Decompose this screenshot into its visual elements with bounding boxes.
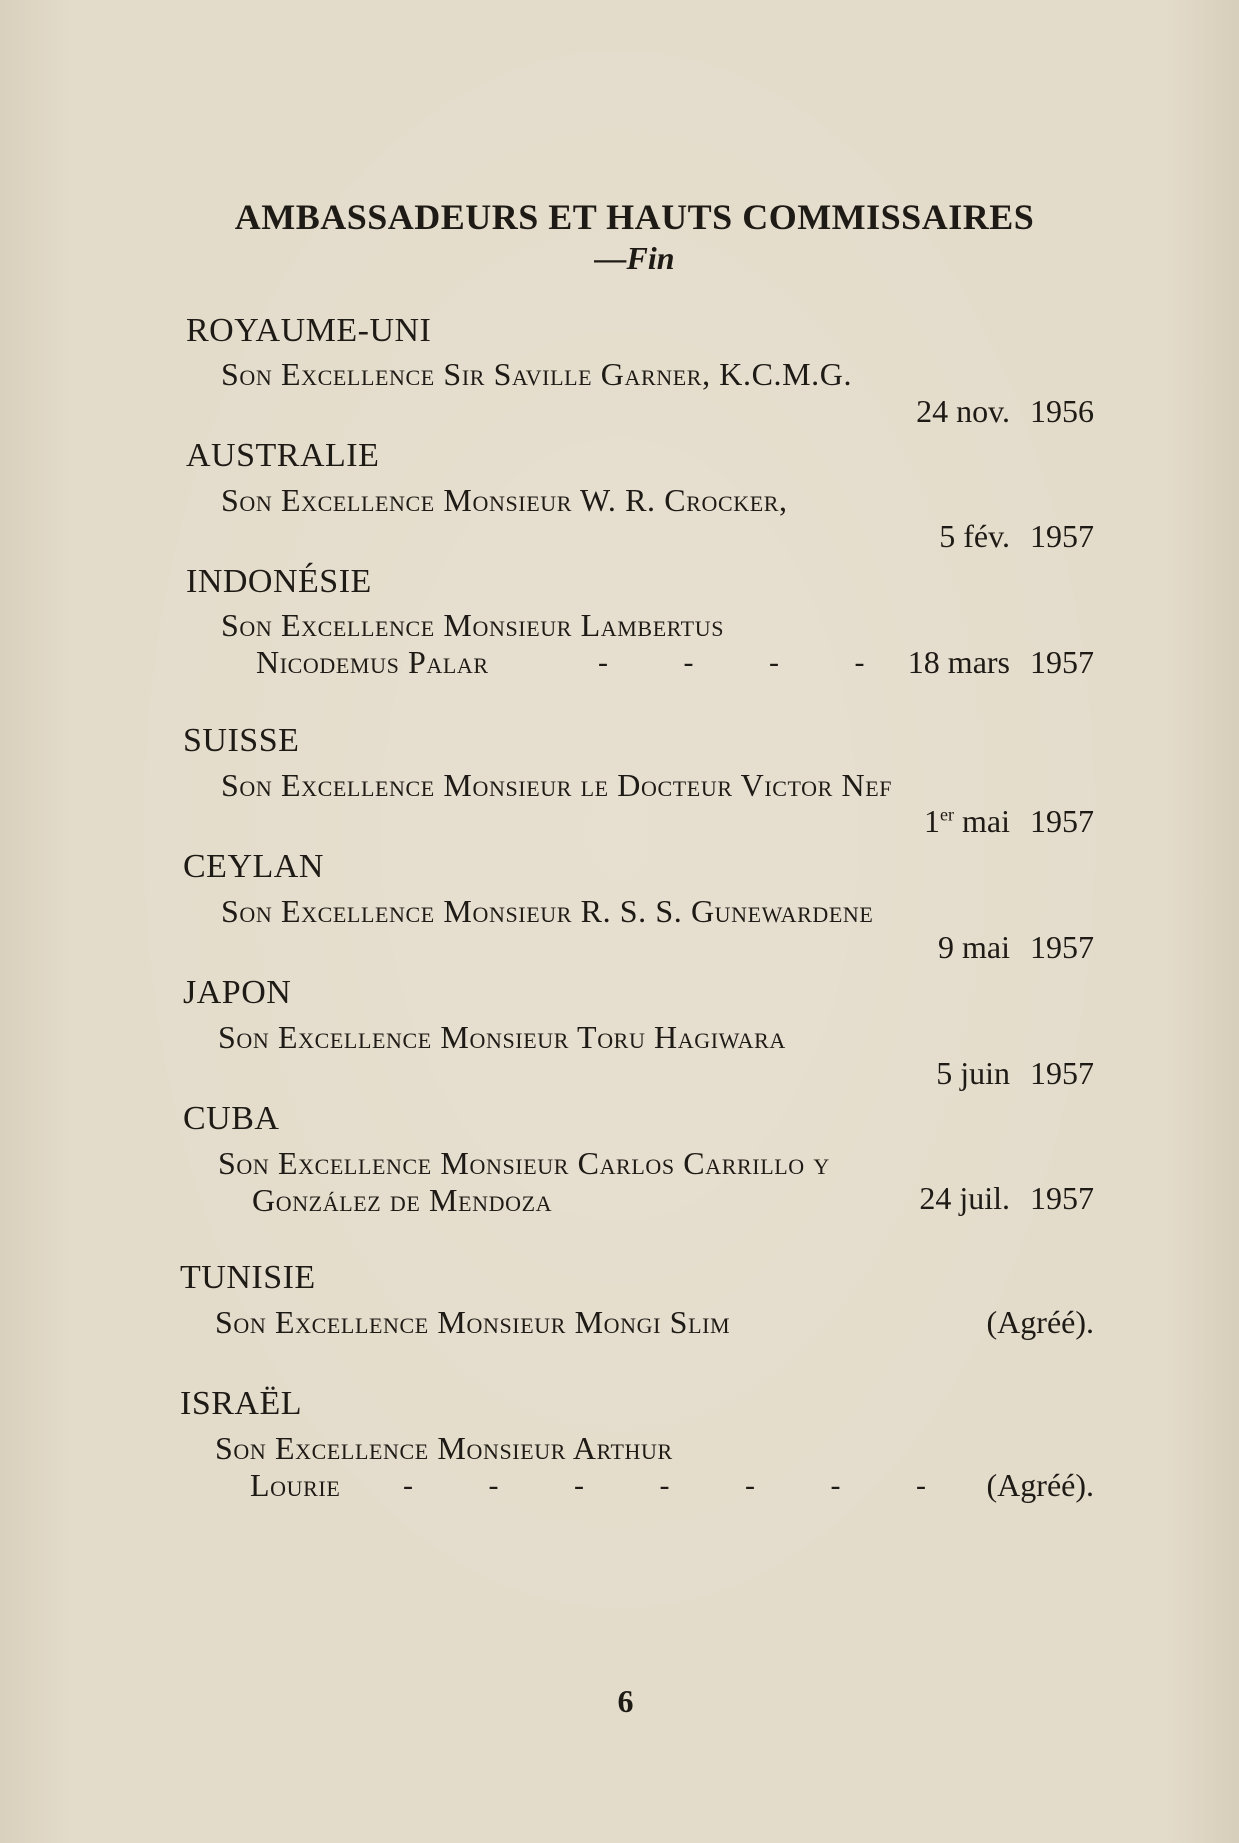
country-israel: ISRAËL xyxy=(180,1385,302,1422)
page-heading: AMBASSADEURS ET HAUTS COMMISSAIRES xyxy=(234,197,1035,237)
page-subheading: —Fin xyxy=(594,240,675,276)
leader-dashes: - - - - xyxy=(598,646,899,679)
ambassador-name: Son Excellence Monsieur R. S. S. Gunewardene xyxy=(221,893,874,929)
date-year: 1957 xyxy=(1030,1180,1094,1216)
agrement-status: (Agréé). xyxy=(986,1304,1094,1340)
appointment-date xyxy=(908,644,1094,681)
page-number: 6 xyxy=(617,1683,634,1719)
appointment-date xyxy=(919,1180,1094,1217)
date-year: 1957 xyxy=(1030,518,1094,554)
ambassador-name: Son Excellence Monsieur Lambertus xyxy=(221,607,725,643)
ambassador-name: Son Excellence Sir Saville Garner, K.C.M.G. xyxy=(221,356,853,392)
ambassador-name: Son Excellence Monsieur Mongi Slim xyxy=(215,1304,731,1340)
appointment-date xyxy=(938,929,1094,966)
country-ceylan: CEYLAN xyxy=(183,848,324,885)
date-year: 1957 xyxy=(1030,644,1094,680)
date-day-month: 18 mars xyxy=(907,644,1010,680)
ambassador-name-continued: González de Mendoza xyxy=(252,1182,553,1218)
date-day-month: 24 juil. xyxy=(919,1180,1010,1216)
country-japon: JAPON xyxy=(183,974,292,1011)
ambassador-name: Son Excellence Monsieur le Docteur Victor Nef xyxy=(221,767,893,803)
date-day-month: 5 juin xyxy=(936,1055,1010,1091)
date-year: 1957 xyxy=(1030,929,1094,965)
ambassador-name-continued: Nicodemus Palar xyxy=(256,644,489,680)
appointment-date xyxy=(916,393,1094,430)
appointment-date xyxy=(939,518,1094,555)
ambassador-name: Son Excellence Monsieur W. R. Crocker, xyxy=(221,482,788,518)
agrement-status: (Agréé). xyxy=(986,1467,1094,1503)
ambassador-name: Son Excellence Monsieur Toru Hagiwara xyxy=(218,1019,786,1055)
date-year: 1956 xyxy=(1030,393,1094,429)
leader-dashes: - - - - - - - xyxy=(403,1469,960,1502)
date-day-month: 9 mai xyxy=(938,929,1010,965)
country-indonesie: INDONÉSIE xyxy=(186,563,372,600)
country-cuba: CUBA xyxy=(183,1100,280,1137)
date-day-month: 24 nov. xyxy=(916,393,1010,429)
ambassador-name: Son Excellence Monsieur Arthur xyxy=(215,1430,673,1466)
country-suisse: SUISSE xyxy=(183,722,300,759)
date-year: 1957 xyxy=(1030,1055,1094,1091)
ambassador-name: Son Excellence Monsieur Carlos Carrillo y xyxy=(218,1145,830,1181)
date-day-month: 5 fév. xyxy=(939,518,1010,554)
date-day: 1 xyxy=(924,803,941,839)
country-tunisie: TUNISIE xyxy=(180,1259,316,1296)
ambassador-name-continued: Lourie xyxy=(250,1467,341,1503)
date-year: 1957 xyxy=(1030,803,1094,839)
appointment-date xyxy=(924,803,1094,840)
date-month: mai xyxy=(954,803,1010,839)
appointment-date xyxy=(936,1055,1094,1092)
country-australie: AUSTRALIE xyxy=(186,437,380,474)
country-royaume-uni: ROYAUME-UNI xyxy=(186,312,432,349)
date-ordinal: er xyxy=(940,804,955,825)
